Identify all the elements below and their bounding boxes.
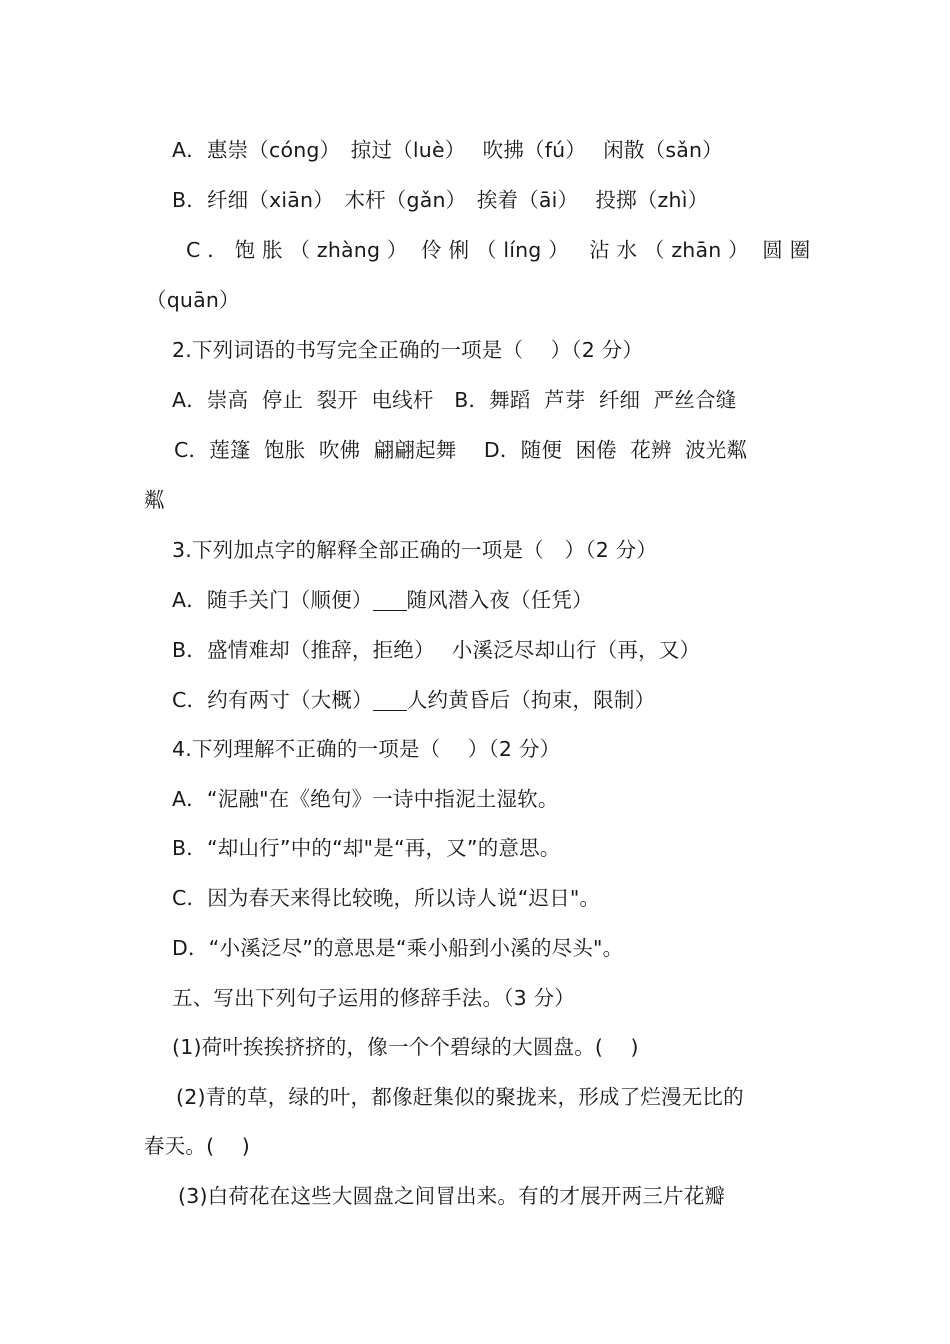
q3-option-a-left: A．随手关门（顺便） [172, 588, 373, 612]
q3-option-b: B．盛情难却（推辞，拒绝） 小溪泛尽却山行（再，又） [172, 638, 701, 662]
q2-stem: 2.下列词语的书写完全正确的一项是（ ）（2 分） [172, 338, 644, 362]
q1-option-c-continued: （quān） [146, 288, 240, 312]
q2-options-cd-continued: 粼 [144, 488, 165, 512]
q4-option-b: B．“却山行”中的“却"是“再，又”的意思。 [172, 836, 561, 860]
q4-stem: 4.下列理解不正确的一项是（ ）（2 分） [172, 737, 561, 761]
blank-line [373, 590, 407, 611]
q1-option-b: B．纤细（xiān） 木杆（gǎn） 挨着（āi） 投掷（zhì） [172, 188, 709, 212]
q3-option-a-right: 随风潜入夜（任凭） [406, 588, 593, 612]
q3-stem: 3.下列加点字的解释全部正确的一项是（ ）（2 分） [172, 538, 658, 562]
q3-option-c-left: C．约有两寸（大概） [172, 688, 373, 712]
q1-option-c: C ． 饱 胀 （ zhàng ） 伶 俐 （ líng ） 沾 水 （ zhān ） 圆 圈 [186, 238, 811, 262]
q2-options-ab: A．崇高 停止 裂开 电线杆 B．舞蹈 芦芽 纤细 严丝合缝 [172, 388, 737, 412]
section5-sentence-2-continued: 春天。( ) [144, 1134, 250, 1158]
q4-option-a: A．“泥融"在《绝句》一诗中指泥土湿软。 [172, 787, 559, 811]
section5-sentence-2: (2)青的草，绿的叶，都像赶集似的聚拢来，形成了烂漫无比的 [176, 1085, 744, 1109]
section5-sentence-1: (1)荷叶挨挨挤挤的，像一个个碧绿的大圆盘。( ) [172, 1035, 639, 1059]
section5-title: 五、写出下列句子运用的修辞手法。（3 分） [172, 986, 576, 1010]
q3-option-c-right: 人约黄昏后（拘束，限制） [406, 688, 656, 712]
q4-option-c: C．因为春天来得比较晚，所以诗人说“迟日"。 [172, 886, 601, 910]
q3-option-c [172, 685, 655, 715]
q4-option-d: D．“小溪泛尽”的意思是“乘小船到小溪的尽头"。 [172, 936, 624, 960]
q1-option-a: A．惠崇（cóng） 掠过（luè） 吹拂（fú） 闲散（sǎn） [172, 138, 723, 162]
section5-sentence-3: (3)白荷花在这些大圆盘之间冒出来。有的才展开两三片花瓣 [178, 1184, 726, 1208]
q2-options-cd: C．莲篷 饱胀 吹佛 翩翩起舞 D．随便 困倦 花辨 波光粼 [174, 438, 748, 462]
blank-line [373, 690, 407, 711]
q3-option-a [172, 585, 593, 615]
